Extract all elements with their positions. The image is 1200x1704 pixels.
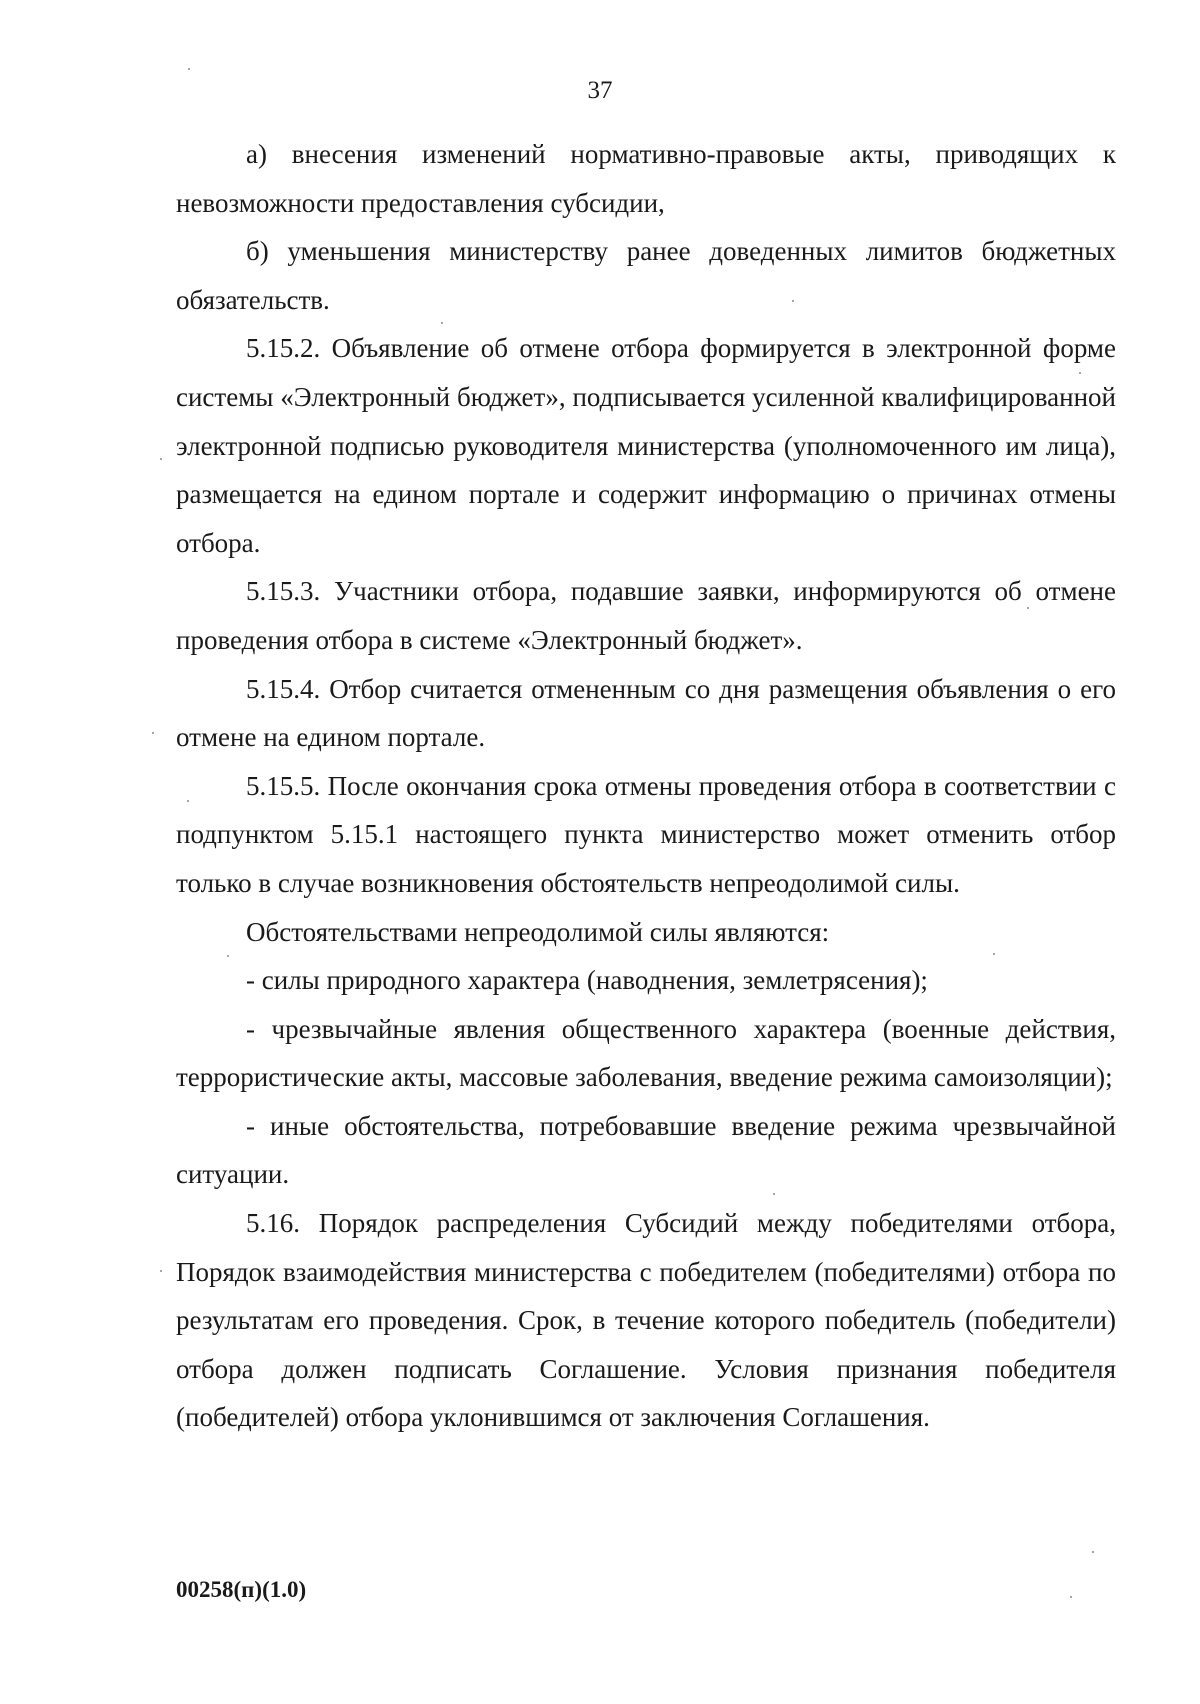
scan-speck: [792, 300, 794, 302]
scan-speck: [773, 1193, 775, 1195]
scan-speck: [441, 322, 443, 324]
page-number: 37: [587, 77, 613, 104]
paragraph-force-majeure-intro: Обстоятельствами непреодолимой силы являются:: [246, 916, 830, 947]
scan-speck: [188, 68, 190, 70]
scan-speck: [160, 1270, 162, 1272]
scan-speck: [1092, 1551, 1094, 1553]
document-body: [176, 130, 1116, 1442]
document-code: 00258(п)(1.0): [176, 1577, 307, 1602]
list-item-other: - иные обстоятельства, потребовавшие введение режима чрезвычайной ситуации.: [176, 1110, 1116, 1190]
paragraph-a: а) внесения изменений нормативно-правовые акты, приводящих к невозможности предоставления субсидии,: [176, 139, 1116, 218]
paragraph-b: б) уменьшения министерству ранее доведенных лимитов бюджетных обязательств.: [176, 236, 1116, 315]
scan-speck: [1070, 1596, 1072, 1598]
scan-speck: [993, 953, 995, 955]
list-item-natural: - силы природного характера (наводнения, землетрясения);: [246, 965, 928, 996]
scan-speck: [152, 732, 154, 734]
paragraph-5-15-4: 5.15.4. Отбор считается отмененным со дня размещения объявления о его отмене на едином портале.: [176, 673, 1116, 753]
scan-speck: [160, 458, 162, 460]
paragraph-5-16: 5.16. Порядок распределения Субсидий между победителями отбора, Порядок взаимодействия министерства с победителем (победителями) отбора по результатам его проведения. Срок, в течение которого победитель (победители) отбора должен подписать Соглашение. Условия признания победителя (победителей) отбора уклонившимся от заключения Соглашения.: [176, 1208, 1116, 1433]
scan-speck: [187, 800, 189, 802]
scan-speck: [227, 955, 229, 957]
scan-speck: [1027, 607, 1029, 609]
paragraph-5-15-5: 5.15.5. После окончания срока отмены проведения отбора в соответствии с подпунктом 5.15.1 настоящего пункта министерство может отменить отбор только в случае возникновения обстоятельств непреодолимой силы.: [176, 770, 1116, 898]
list-item-social: - чрезвычайные явления общественного характера (военные действия, террористические акты, массовые заболевания, введение режима самоизоляции);: [176, 1013, 1116, 1093]
scan-speck: [1079, 372, 1081, 374]
paragraph-5-15-2: 5.15.2. Объявление об отмене отбора формируется в электронной форме системы «Электронный бюджет», подписывается усиленной квалифицированной электронной подписью руководителя министерства (уполномоченного им лица), размещается на едином портале и содержит информацию о причинах отмены отбора.: [176, 333, 1116, 558]
paragraph-5-15-3: 5.15.3. Участники отбора, подавшие заявки, информируются об отмене проведения отбора в системе «Электронный бюджет».: [176, 576, 1116, 655]
